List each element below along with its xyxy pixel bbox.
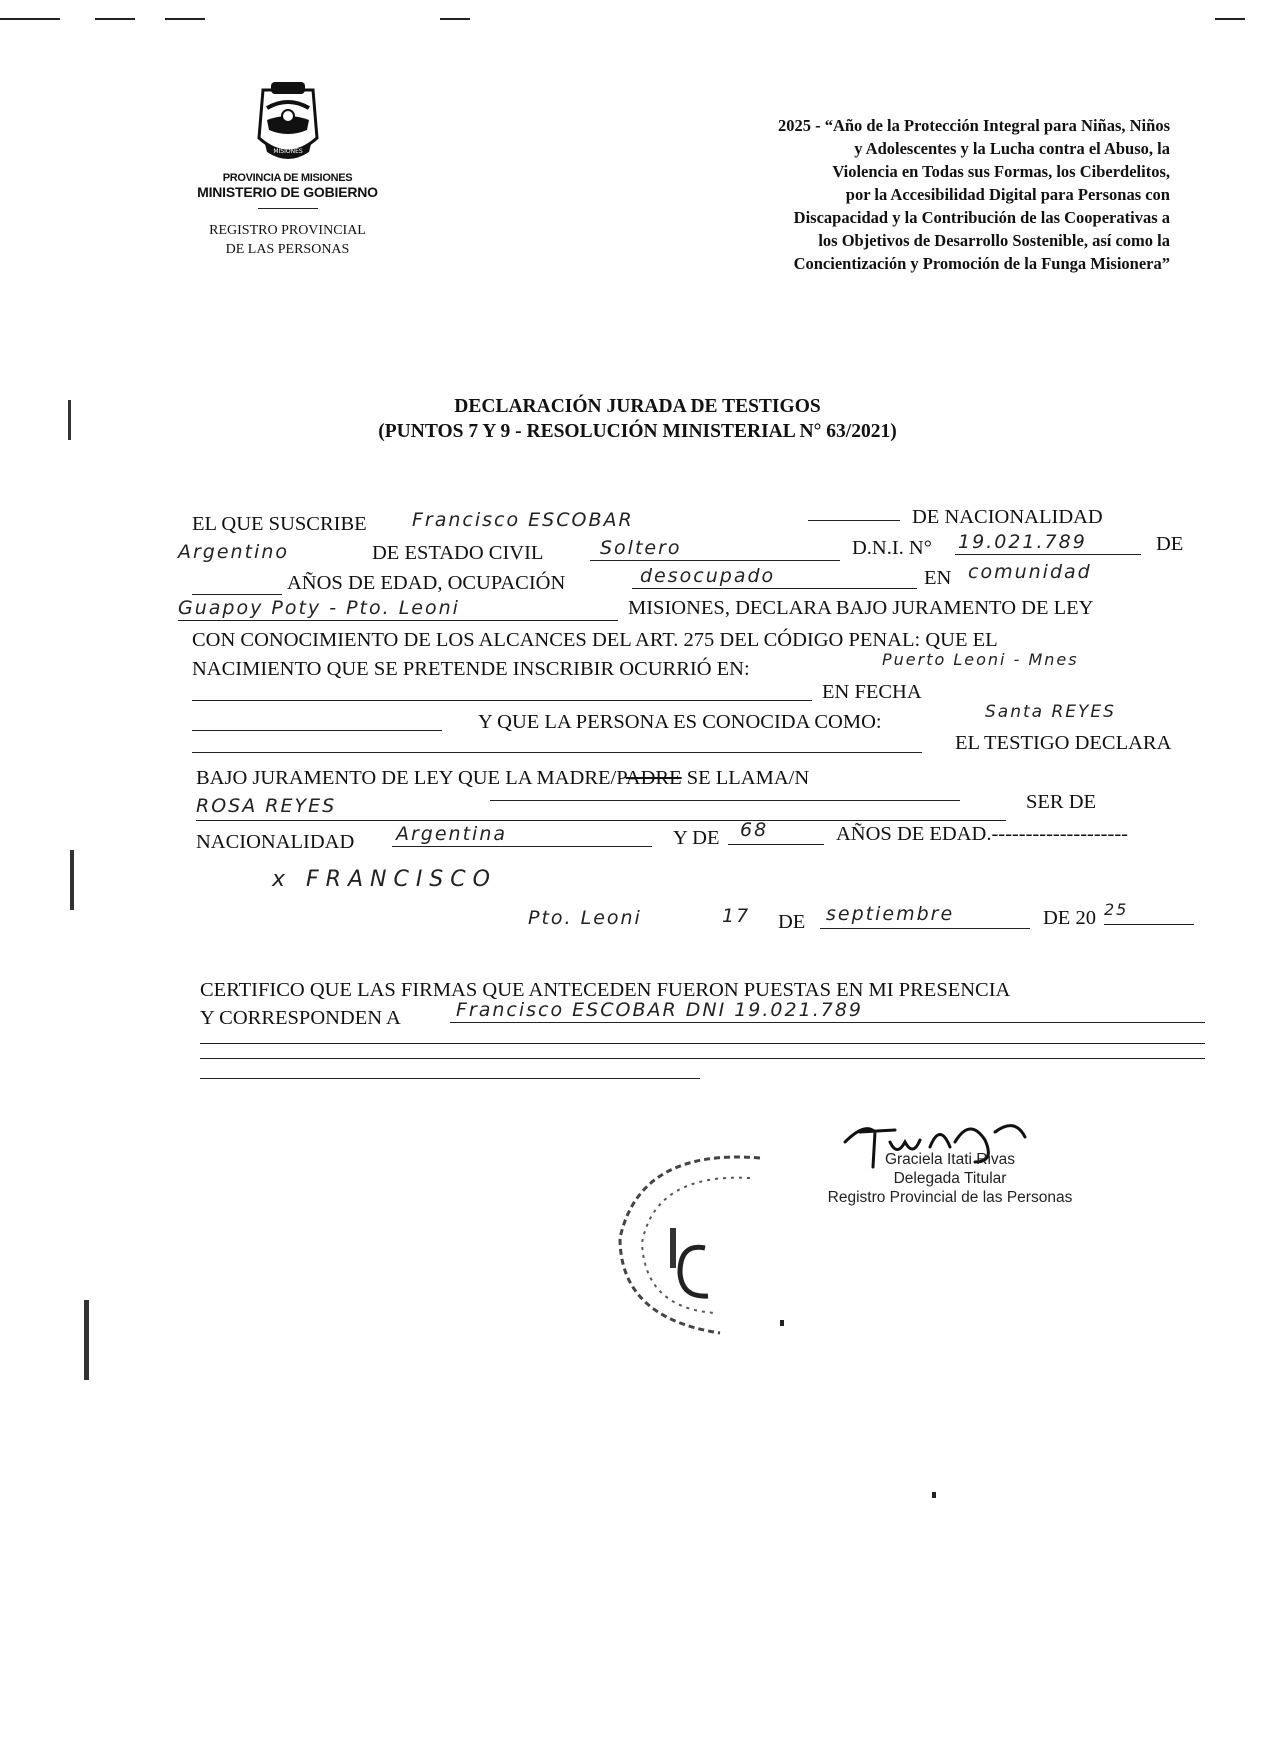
divider [258, 208, 318, 209]
motto-line: los Objetivos de Desarrollo Sostenible, así como la [818, 231, 1170, 250]
underline [200, 1078, 700, 1079]
motto-line: por la Accesibilidad Digital para Personas con [845, 185, 1170, 204]
hw-estado-civil: Soltero [600, 537, 682, 559]
underline [200, 1058, 1205, 1059]
underline [200, 1043, 1205, 1044]
underline [192, 730, 442, 731]
hw-nacionalidad: Argentino [178, 541, 289, 563]
year-motto [540, 114, 1170, 275]
label-anios-ocupacion: AÑOS DE EDAD, OCUPACIÓN [287, 572, 566, 594]
underline [196, 820, 1006, 821]
underline [955, 554, 1141, 555]
hw-ocupacion: desocupado [640, 565, 776, 587]
ministry-header [150, 78, 425, 259]
title-line-1: DECLARACIÓN JURADA DE TESTIGOS [454, 396, 821, 417]
label-el-testigo: EL TESTIGO DECLARA [955, 732, 1172, 754]
motto-line: 2025 - “Año de la Protección Integral para Niñas, Niños [777, 116, 1170, 135]
hw-dni: 19.021.789 [958, 531, 1087, 553]
hw-mes: septiembre [826, 903, 955, 925]
hw-madre-edad: 68 [740, 819, 769, 841]
label-anios-de-edad: AÑOS DE EDAD.-------------------- [836, 823, 1128, 845]
hw-conocida-como: Santa REYES [985, 702, 1116, 722]
signer-name: Graciela Itati Rivas [884, 1151, 1016, 1168]
label-de-date: DE [778, 911, 806, 933]
signer-role: Delegada Titular [893, 1170, 1007, 1187]
title-line-2: (PUNTOS 7 Y 9 - RESOLUCIÓN MINISTERIAL N° 63/2021) [378, 421, 897, 442]
label-en-fecha: EN FECHA [822, 681, 922, 703]
province-label: PROVINCIA DE MISIONES [222, 172, 353, 184]
underline [490, 800, 960, 801]
registry-line-1: REGISTRO PROVINCIAL [209, 223, 366, 238]
scan-artifact [68, 400, 71, 440]
underline [632, 588, 917, 589]
hw-firma-testigo: x FRANCISCO [272, 867, 497, 892]
hw-dia: 17 [722, 905, 751, 927]
scan-artifact [780, 1320, 784, 1326]
label-nacimiento: NACIMIENTO QUE SE PRETENDE INSCRIBIR OCURRIÓ EN: [192, 658, 750, 680]
motto-line: y Adolescentes y la Lucha contra el Abuso, la [854, 139, 1170, 158]
label-de-20: DE 20 [1043, 907, 1096, 929]
underline [192, 594, 282, 595]
signature-block [800, 1150, 1100, 1207]
underline [728, 844, 824, 845]
underline [178, 620, 618, 621]
scan-artifact [70, 850, 74, 910]
underline [1104, 924, 1194, 925]
label-de-nacionalidad: DE NACIONALIDAD [912, 506, 1103, 528]
hw-madre-nacionalidad: Argentina [396, 823, 508, 845]
label-certifico: CERTIFICO QUE LAS FIRMAS QUE ANTECEDEN FUERON PUESTAS EN MI PRESENCIA [200, 979, 1011, 1001]
hw-madre: ROSA REYES [196, 795, 337, 817]
hw-lugar-fecha: Pto. Leoni [528, 907, 642, 929]
label-en: EN [924, 567, 952, 589]
underline [450, 1022, 1205, 1023]
hw-corresponden-a: Francisco ESCOBAR DNI 19.021.789 [456, 999, 863, 1021]
label-misiones-declara: MISIONES, DECLARA BAJO JURAMENTO DE LEY [628, 597, 1094, 619]
label-y-de: Y DE [673, 827, 720, 849]
label-corresponden: Y CORRESPONDEN A [200, 1007, 401, 1029]
motto-line: Violencia en Todas sus Formas, los Ciberdelitos, [832, 162, 1170, 181]
document-title [0, 394, 1275, 444]
label-ser-de: SER DE [1026, 791, 1097, 813]
underline [192, 700, 812, 701]
motto-line: Concientización y Promoción de la Funga Misionera” [793, 254, 1170, 273]
hw-lugar: Guapoy Poty - Pto. Leoni [178, 597, 460, 619]
label-bajo-juramento [196, 766, 809, 790]
scan-artifact [440, 18, 470, 20]
underline [820, 928, 1030, 929]
label-bajo-juramento-b: SE LLAMA/N [681, 767, 810, 789]
scan-artifact [0, 18, 60, 20]
registry-line-2: DE LAS PERSONAS [225, 242, 350, 257]
label-dni: D.N.I. N° [852, 537, 932, 559]
underline [808, 520, 900, 521]
label-nacionalidad: NACIONALIDAD [196, 831, 355, 853]
crest-label: MISIONES [272, 148, 303, 155]
label-con-conocimiento: CON CONOCIMIENTO DE LOS ALCANCES DEL ART. 275 DEL CÓDIGO PENAL: QUE EL [192, 629, 998, 651]
scan-artifact [1215, 18, 1245, 20]
scan-artifact [84, 1300, 89, 1380]
underline [590, 560, 840, 561]
label-bajo-juramento-a: BAJO JURAMENTO DE LEY QUE LA MADRE/P [196, 767, 626, 789]
motto-line: Discapacidad y la Contribución de las Cooperativas a [793, 208, 1170, 227]
scan-artifact [95, 18, 135, 20]
hw-nombre: Francisco ESCOBAR [412, 509, 634, 531]
label-el-que-suscribe: EL QUE SUSCRIBE [192, 513, 367, 535]
hw-anio: 25 [1104, 900, 1129, 919]
hw-comunidad: comunidad [968, 561, 1092, 583]
underline [192, 752, 922, 753]
ministry-label: MINISTERIO DE GOBIERNO [197, 184, 378, 200]
scan-artifact [932, 1492, 936, 1498]
hw-ocurrio-en: Puerto Leoni - Mnes [882, 650, 1079, 669]
official-seal-icon [610, 1148, 770, 1338]
label-de: DE [1156, 533, 1184, 555]
label-conocida-como: Y QUE LA PERSONA ES CONOCIDA COMO: [478, 711, 882, 733]
signer-office: Registro Provincial de las Personas [827, 1189, 1073, 1206]
underline [392, 846, 652, 847]
scan-artifact [165, 18, 205, 20]
label-struck-adre: ADRE [625, 767, 682, 789]
label-estado-civil: DE ESTADO CIVIL [372, 542, 544, 564]
provincial-crest-icon [243, 78, 333, 168]
